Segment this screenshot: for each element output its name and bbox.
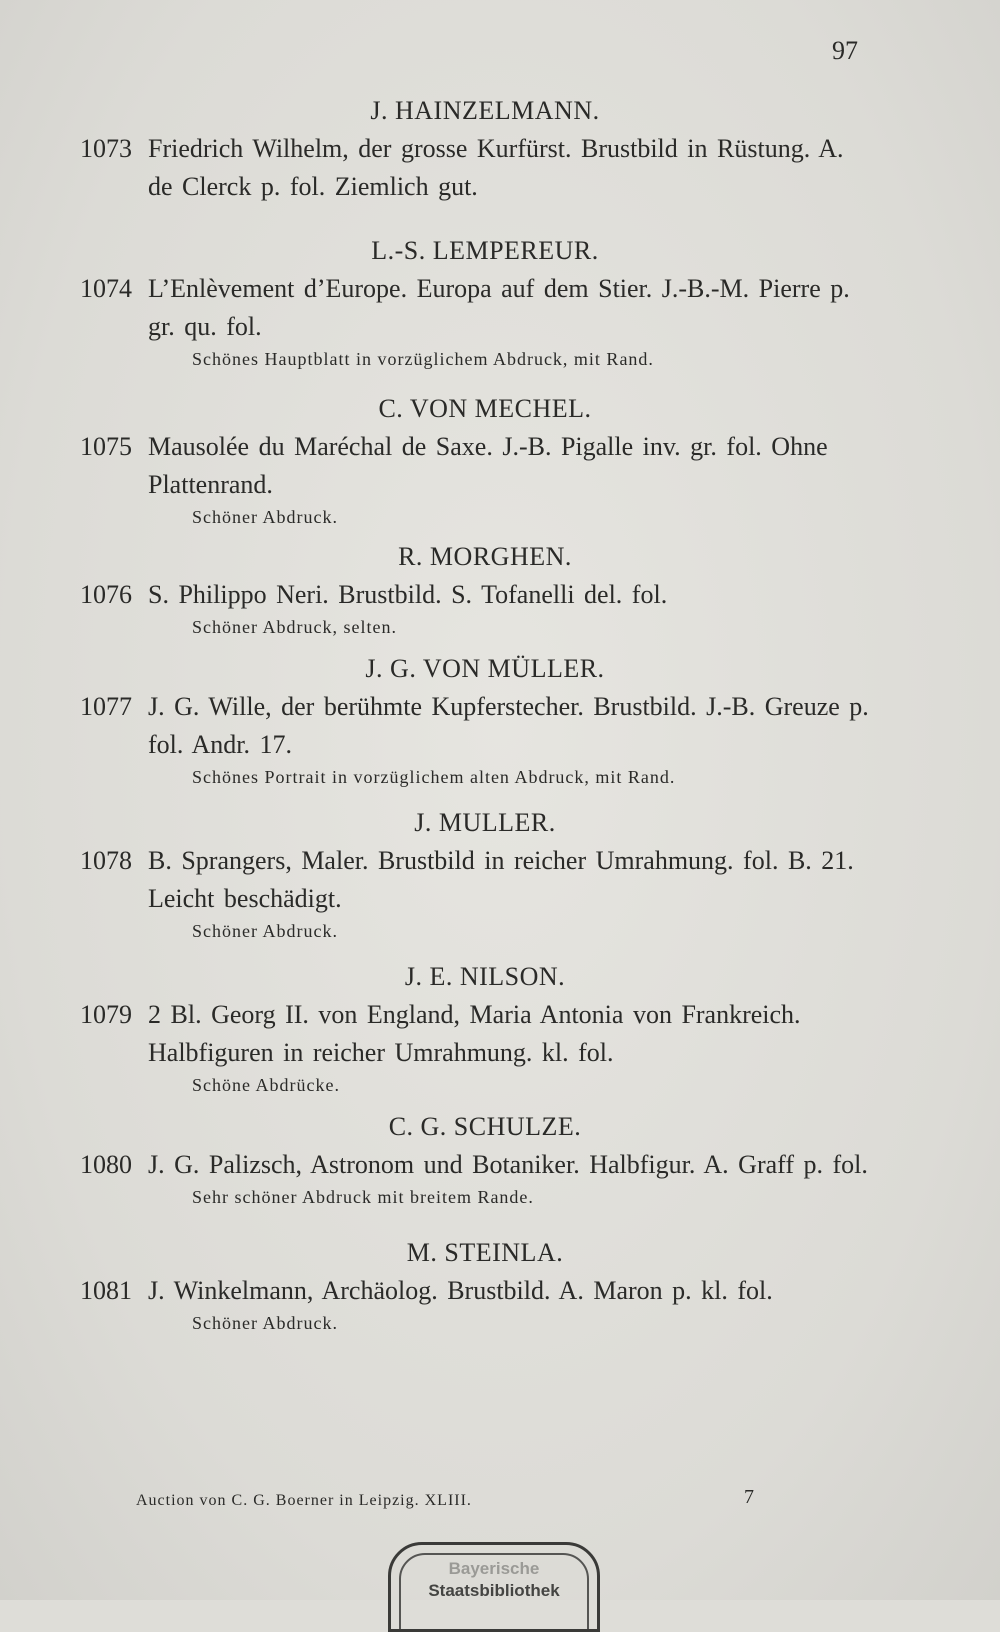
signature-mark: 7: [744, 1486, 754, 1508]
catalog-section: [80, 962, 870, 1098]
condition-note: Schönes Portrait in vorzüglichem alten Abdruck, mit Rand.: [192, 767, 676, 787]
lot-description: S. Philippo Neri. Brustbild. S. Tofanelli del. fol.: [148, 580, 668, 609]
lot-number: 1075: [80, 432, 132, 461]
lot-number: 1077: [80, 692, 132, 721]
catalog-section: [80, 96, 870, 206]
catalog-section: [80, 394, 870, 530]
catalog-entry: [80, 428, 870, 504]
artist-heading: M. STEINLA.: [406, 1238, 564, 1267]
lot-description: J. G. Palizsch, Astronom und Botaniker. Halbfigur. A. Graff p. fol.: [148, 1150, 868, 1179]
lot-number: 1079: [80, 1000, 132, 1029]
lot-number: 1076: [80, 580, 132, 609]
condition-note: Schöner Abdruck.: [192, 507, 338, 527]
lot-description: 2 Bl. Georg II. von England, Maria Antonia von Frankreich. Halbfiguren in reicher Umrahmung. kl. fol.: [148, 1000, 801, 1067]
artist-heading: J. E. NILSON.: [404, 962, 566, 991]
page-number: 97: [832, 36, 858, 65]
catalog-entry: [80, 270, 870, 346]
catalog-entry: [80, 1272, 870, 1310]
lot-description: Mausolée du Maréchal de Saxe. J.-B. Pigalle inv. gr. fol. Ohne Plattenrand.: [148, 432, 828, 499]
lot-description: J. Winkelmann, Archäolog. Brustbild. A. Maron p. kl. fol.: [148, 1276, 773, 1305]
lot-number: 1081: [80, 1276, 132, 1305]
artist-heading: J. HAINZELMANN.: [370, 96, 600, 125]
artist-heading: L.-S. LEMPEREUR.: [371, 236, 599, 265]
artist-heading: J. MULLER.: [414, 808, 556, 837]
condition-note: Schöne Abdrücke.: [192, 1075, 340, 1095]
catalog-entry: [80, 130, 870, 206]
catalog-section: [80, 654, 870, 790]
lot-description: B. Sprangers, Maler. Brustbild in reicher Umrahmung. fol. B. 21. Leicht beschädigt.: [148, 846, 854, 913]
catalog-entry: [80, 996, 870, 1072]
artist-heading: C. G. SCHULZE.: [388, 1112, 582, 1141]
catalog-section: [80, 236, 870, 372]
artist-heading: J. G. VON MÜLLER.: [365, 654, 605, 683]
catalog-section: [80, 542, 870, 640]
catalog-section: [80, 1112, 870, 1210]
artist-heading: C. VON MECHEL.: [378, 394, 592, 423]
condition-note: Schönes Hauptblatt in vorzüglichem Abdruck, mit Rand.: [192, 349, 654, 369]
lot-number: 1074: [80, 274, 132, 303]
condition-note: Schöner Abdruck.: [192, 1313, 338, 1333]
lot-number: 1078: [80, 846, 132, 875]
condition-note: Schöner Abdruck, selten.: [192, 617, 397, 637]
condition-note: Schöner Abdruck.: [192, 921, 338, 941]
lot-number: 1080: [80, 1150, 132, 1179]
condition-note: Sehr schöner Abdruck mit breitem Rande.: [192, 1187, 534, 1207]
stamp-text-line2: Staatsbibliothek: [428, 1581, 560, 1600]
lot-description: L’Enlèvement d’Europe. Europa auf dem Stier. J.-B.-M. Pierre p. gr. qu. fol.: [148, 274, 850, 341]
catalog-entry: [80, 842, 870, 918]
stamp-text-line1: Bayerische: [448, 1559, 540, 1578]
library-stamp: [388, 1542, 600, 1632]
lot-description: Friedrich Wilhelm, der grosse Kurfürst. Brustbild in Rüstung. A. de Clerck p. fol. Ziemlich gut.: [148, 134, 844, 201]
catalog-content: [80, 96, 870, 1336]
catalog-section: [80, 1238, 870, 1336]
lot-number: 1073: [80, 134, 132, 163]
catalog-entry: [80, 1146, 870, 1184]
catalog-entry: [80, 688, 870, 764]
footer-imprint: Auction von C. G. Boerner in Leipzig. XLIII.: [136, 1492, 472, 1509]
artist-heading: R. MORGHEN.: [398, 542, 572, 571]
catalog-section: [80, 808, 870, 944]
lot-description: J. G. Wille, der berühmte Kupferstecher. Brustbild. J.-B. Greuze p. fol. Andr. 17.: [148, 692, 869, 759]
catalog-entry: [80, 576, 870, 614]
